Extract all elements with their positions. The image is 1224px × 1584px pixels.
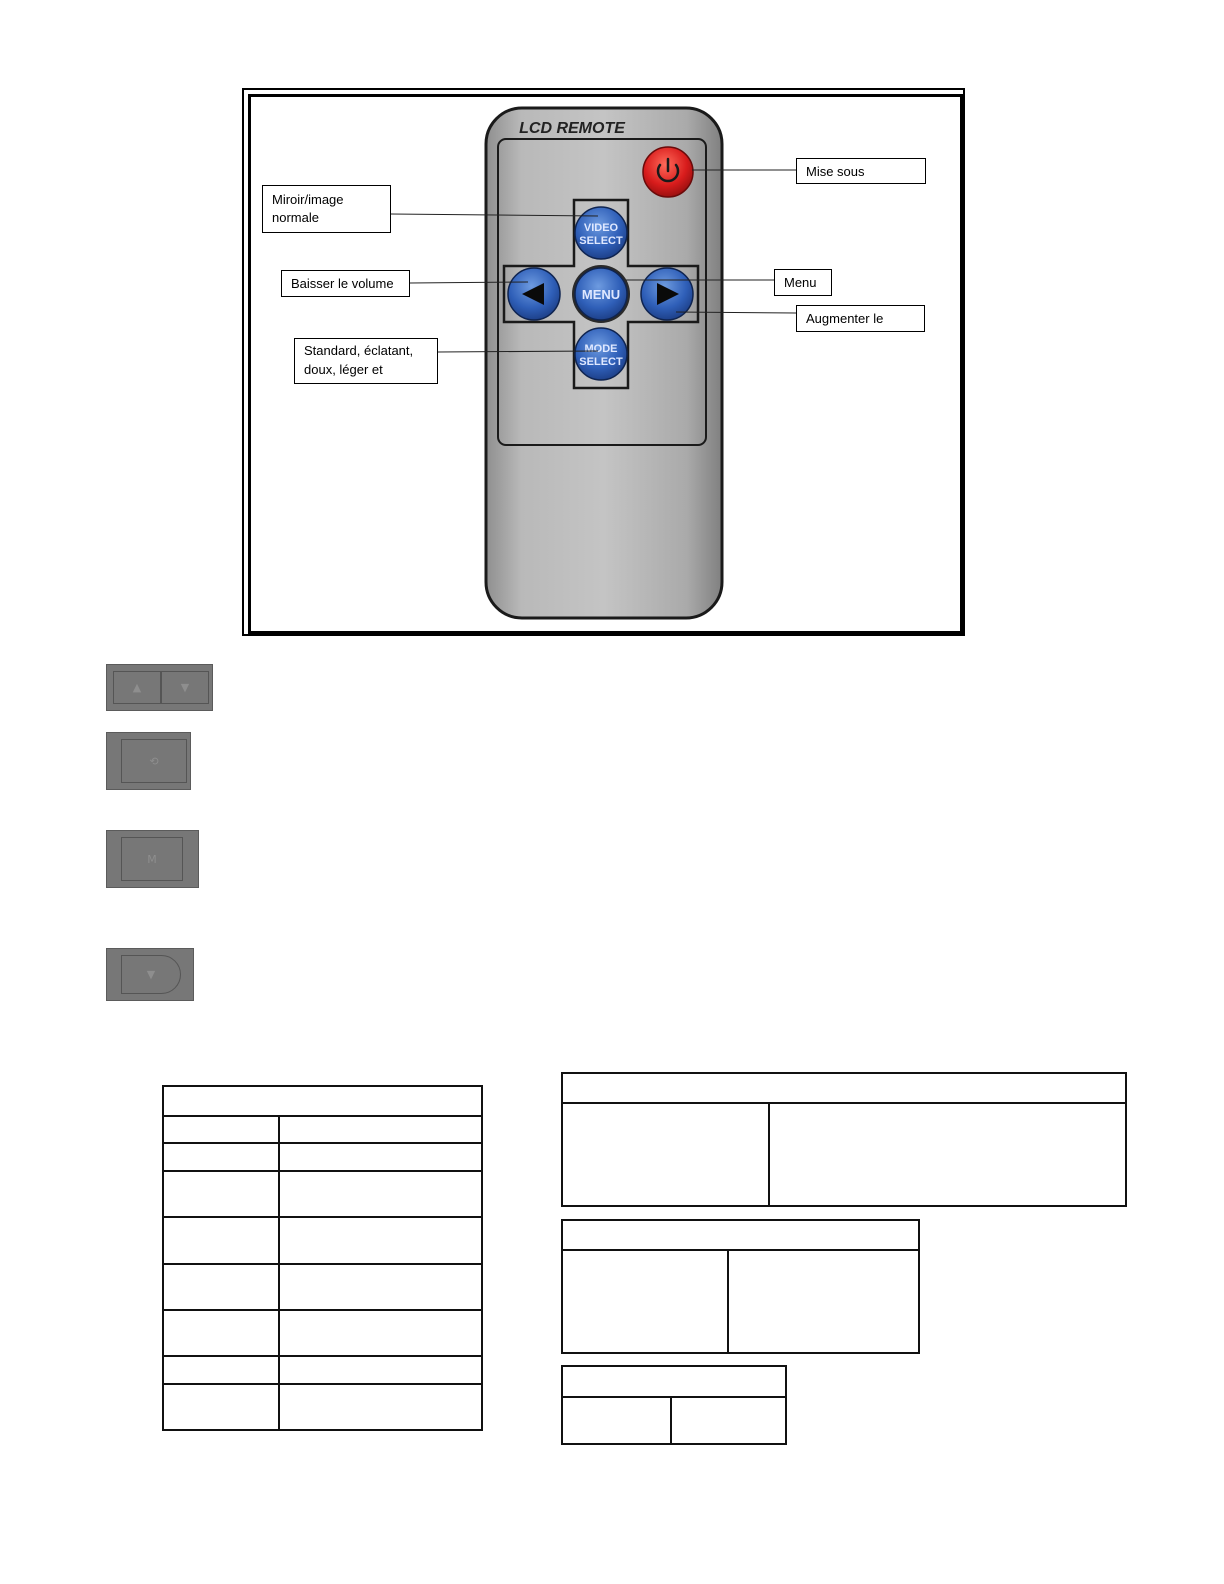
mode-select-button[interactable] [575,328,627,380]
table-left-header [163,1086,482,1116]
remote-brand-label: LCD REMOTE [519,120,625,137]
callout-picture-mode-line2: doux, léger et [304,362,383,377]
table-left-cell [279,1356,482,1383]
table-right-top-header [562,1073,1126,1103]
down-button [161,671,209,704]
table-left-cell [279,1143,482,1170]
table-left [162,1085,483,1431]
up-button [113,671,161,704]
table-left-cell [279,1384,482,1430]
table-right-bottom [561,1365,787,1445]
table-right-top-cell [769,1103,1126,1206]
down-arrow-icon: ▼ [180,681,190,694]
menu-hw-label: M [147,852,157,866]
up-down-buttons-image [106,664,213,711]
callout-menu-label: Menu [784,275,817,290]
remote-illustration [0,0,1224,660]
table-left-cell [163,1116,279,1143]
table-left-cell [279,1217,482,1263]
table-left-cell [279,1116,482,1143]
callout-volume-up-label: Augmenter le [806,311,884,326]
callout-picture-mode-line1: Standard, éclatant, [304,343,414,358]
callout-volume-down-label: Baisser le volume [291,276,394,291]
source-button [121,739,187,783]
table-left-cell [163,1171,279,1217]
table-left-cell [279,1171,482,1217]
down-hw-icon: ▼ [146,968,156,981]
callout-volume-up [796,305,925,332]
table-left-cell [279,1264,482,1310]
table-left-cell [163,1310,279,1356]
table-left-cell [163,1264,279,1310]
power-button[interactable] [643,147,693,197]
table-right-middle [561,1219,920,1354]
up-arrow-icon: ▲ [132,681,142,694]
table-right-middle-cell [728,1250,919,1353]
callout-mirror-line2: normale [272,210,319,225]
table-left-cell [163,1217,279,1263]
menu-button-image [106,830,199,888]
down-button-image [106,948,194,1001]
table-right-top [561,1072,1127,1207]
video-select-label-line1: VIDEO [583,222,619,234]
menu-button-label: MENU [581,287,621,302]
table-left-cell [163,1143,279,1170]
menu-hw-button [121,837,183,881]
table-left-cell [163,1384,279,1430]
callout-mirror-line1: Miroir/image [272,192,344,207]
table-right-bottom-cell [671,1397,786,1444]
callout-power [796,158,926,184]
table-right-middle-header [562,1220,919,1250]
callout-menu [774,269,832,296]
table-right-bottom-cell [562,1397,671,1444]
callout-volume-down [281,270,410,297]
source-button-image [106,732,191,790]
menu-button[interactable] [572,265,630,323]
table-right-top-cell [562,1103,769,1206]
callout-power-label: Mise sous [806,164,865,179]
table-left-cell [279,1310,482,1356]
volume-down-button[interactable] [508,268,560,320]
video-select-button[interactable] [575,207,627,259]
down-hw-button [121,955,181,994]
table-right-bottom-header [562,1366,786,1397]
mode-select-label-line1: MODE [584,343,618,355]
callout-picture-mode [294,338,438,384]
video-select-label-line2: SELECT [579,235,623,247]
table-right-middle-cell [562,1250,728,1353]
source-icon: ⟲ [149,754,159,768]
mode-select-label-line2: SELECT [579,356,623,368]
table-left-cell [163,1356,279,1383]
callout-mirror [262,185,391,233]
